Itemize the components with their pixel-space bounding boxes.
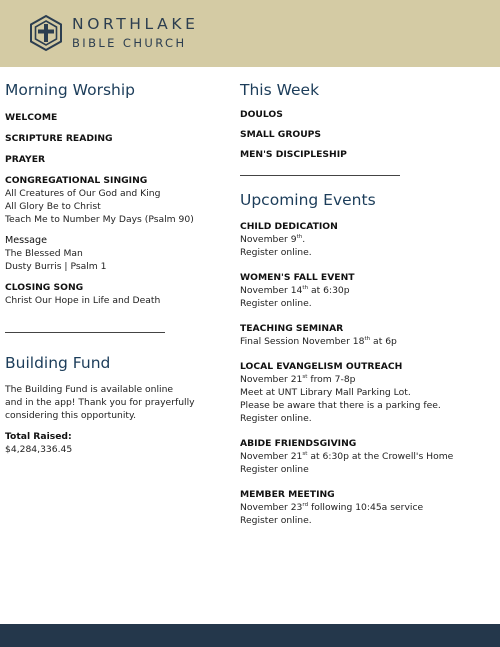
header-banner xyxy=(0,0,500,67)
footer-bar xyxy=(0,624,500,647)
left-column xyxy=(5,80,230,456)
message-speaker: Dusty Burris | Psalm 1 xyxy=(5,261,107,272)
total-raised-label: Total Raised: xyxy=(5,431,72,442)
section-divider xyxy=(5,332,165,333)
closing-song: Christ Our Hope in Life and Death xyxy=(5,295,161,306)
right-column xyxy=(240,80,495,527)
song-item: Teach Me to Number My Days (Psalm 90) xyxy=(5,214,194,225)
event-womens-fall xyxy=(240,271,495,310)
event-date: November 23rd following 10:45a service xyxy=(240,501,424,513)
event-evangelism-outreach xyxy=(240,360,495,425)
section-divider xyxy=(240,175,400,176)
song-item: All Glory Be to Christ xyxy=(5,201,101,212)
event-note: Register online. xyxy=(240,298,312,309)
event-location: Meet at UNT Library Mall Parking Lot. xyxy=(240,387,411,398)
event-friendsgiving xyxy=(240,437,495,476)
this-week-item: SMALL GROUPS xyxy=(240,129,322,140)
event-title: WOMEN'S FALL EVENT xyxy=(240,272,355,283)
event-member-meeting xyxy=(240,488,495,527)
event-date: Final Session November 18th at 6p xyxy=(240,335,397,347)
this-week-item: MEN'S DISCIPLESHIP xyxy=(240,149,347,160)
building-fund-heading: Building Fund xyxy=(5,354,111,372)
event-date: November 21st from 7-8p xyxy=(240,373,356,385)
congregational-singing-label: CONGREGATIONAL SINGING xyxy=(5,175,148,186)
church-name-line2: BIBLE CHURCH xyxy=(72,36,187,50)
message-title: The Blessed Man xyxy=(5,248,83,259)
event-note: Register online. xyxy=(240,515,312,526)
event-note: Register online. xyxy=(240,413,312,424)
song-item: All Creatures of Our God and King xyxy=(5,188,161,199)
this-week-item: DOULOS xyxy=(240,109,283,120)
event-note: Register online xyxy=(240,464,309,475)
event-child-dedication xyxy=(240,220,495,259)
event-title: ABIDE FRIENDSGIVING xyxy=(240,438,357,449)
event-title: TEACHING SEMINAR xyxy=(240,323,344,334)
message-label: Message xyxy=(5,235,48,246)
event-title: LOCAL EVANGELISM OUTREACH xyxy=(240,361,403,372)
event-title: MEMBER MEETING xyxy=(240,489,335,500)
event-date: November 21st at 6:30p at the Crowell's Home xyxy=(240,450,454,462)
church-name xyxy=(72,15,199,51)
event-teaching-seminar xyxy=(240,322,495,348)
event-date: November 14th at 6:30p xyxy=(240,284,350,296)
cross-shield-icon xyxy=(27,14,65,52)
welcome-label: WELCOME xyxy=(5,112,58,123)
church-name-line1: NORTHLAKE xyxy=(72,15,199,33)
closing-song-label: CLOSING SONG xyxy=(5,282,84,293)
morning-worship-heading: Morning Worship xyxy=(5,81,135,99)
event-date: November 9th. xyxy=(240,233,306,245)
prayer-label: PRAYER xyxy=(5,154,46,165)
event-note: Register online. xyxy=(240,247,312,258)
scripture-reading-label: SCRIPTURE READING xyxy=(5,133,113,144)
building-fund-text: and in the app! Thank you for prayerfully xyxy=(5,397,195,408)
upcoming-events-heading: Upcoming Events xyxy=(240,191,376,209)
total-raised-value: $4,284,336.45 xyxy=(5,444,73,455)
event-title: CHILD DEDICATION xyxy=(240,221,338,232)
building-fund-text: The Building Fund is available online xyxy=(5,384,174,395)
building-fund-text: considering this opportunity. xyxy=(5,410,137,421)
this-week-heading: This Week xyxy=(240,81,320,99)
event-parking-note: Please be aware that there is a parking fee. xyxy=(240,400,441,411)
